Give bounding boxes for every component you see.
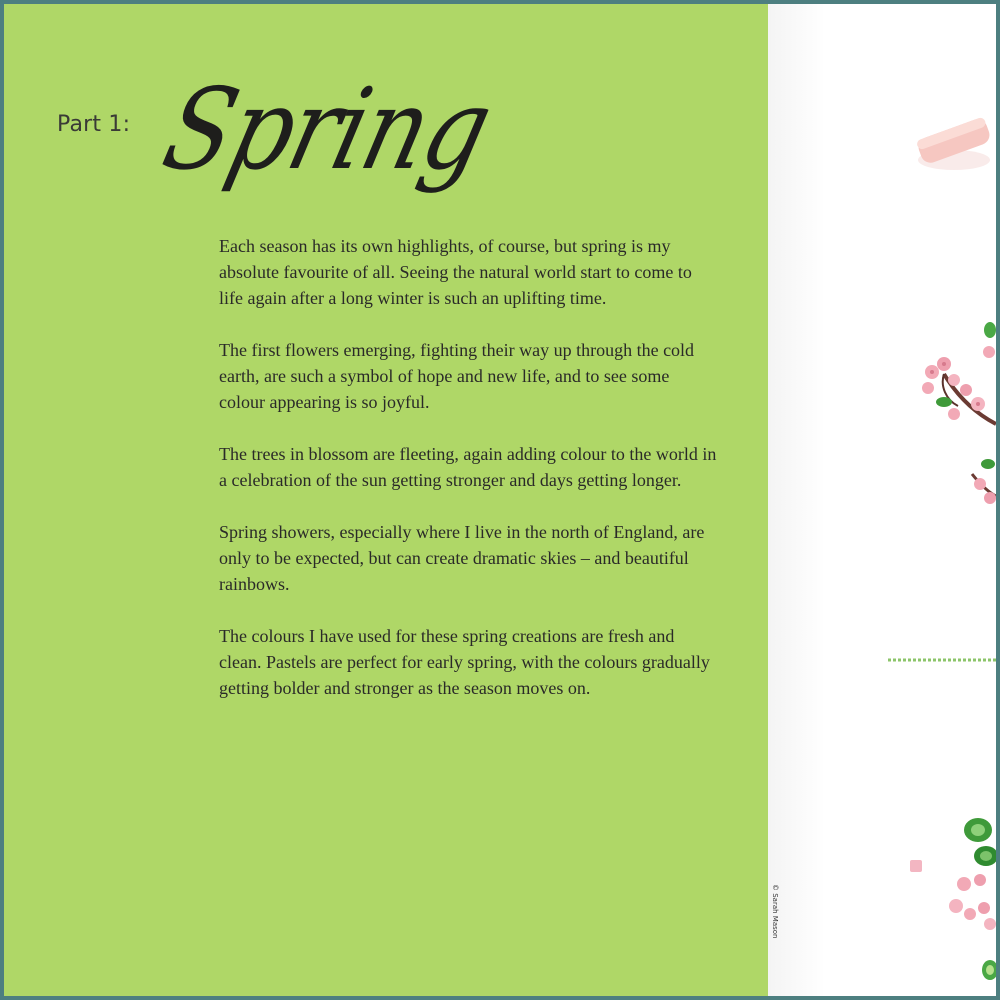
paragraph: The trees in blossom are fleeting, again adding colour to the world in a celebration of the sun getting stronger and days getting longer. (219, 444, 717, 490)
photo-credit: © Sarah Mason (771, 884, 779, 939)
pink-paper-roll-icon (916, 116, 993, 170)
paragraph: The colours I have used for these spring creations are fresh and clean. Pastels are perfect for early spring, with the colours gradually getting bolder and stronger as the season moves on. (219, 626, 710, 698)
section-title: Spring (151, 65, 503, 195)
body-text (219, 233, 719, 727)
quilled-blossom-branch-icon (922, 322, 996, 424)
quilled-artwork-image (768, 4, 996, 996)
quilled-leaves-icon (910, 818, 996, 980)
quilled-blossom-branch-icon (972, 459, 996, 504)
paragraph: Spring showers, especially where I live in the north of England, are only to be expected, but can create dramatic skies – and beautiful rainbows. (219, 522, 705, 594)
part-label: Part 1: (57, 112, 131, 137)
paragraph: Each season has its own highlights, of course, but spring is my absolute favourite of all. Seeing the natural world start to come to life again after a long winter is such an uplifting time. (219, 236, 692, 308)
text-panel (4, 4, 768, 996)
paragraph: The first flowers emerging, fighting their way up through the cold earth, are such a symbol of hope and new life, and to see some colour appearing is so joyful. (219, 340, 695, 412)
